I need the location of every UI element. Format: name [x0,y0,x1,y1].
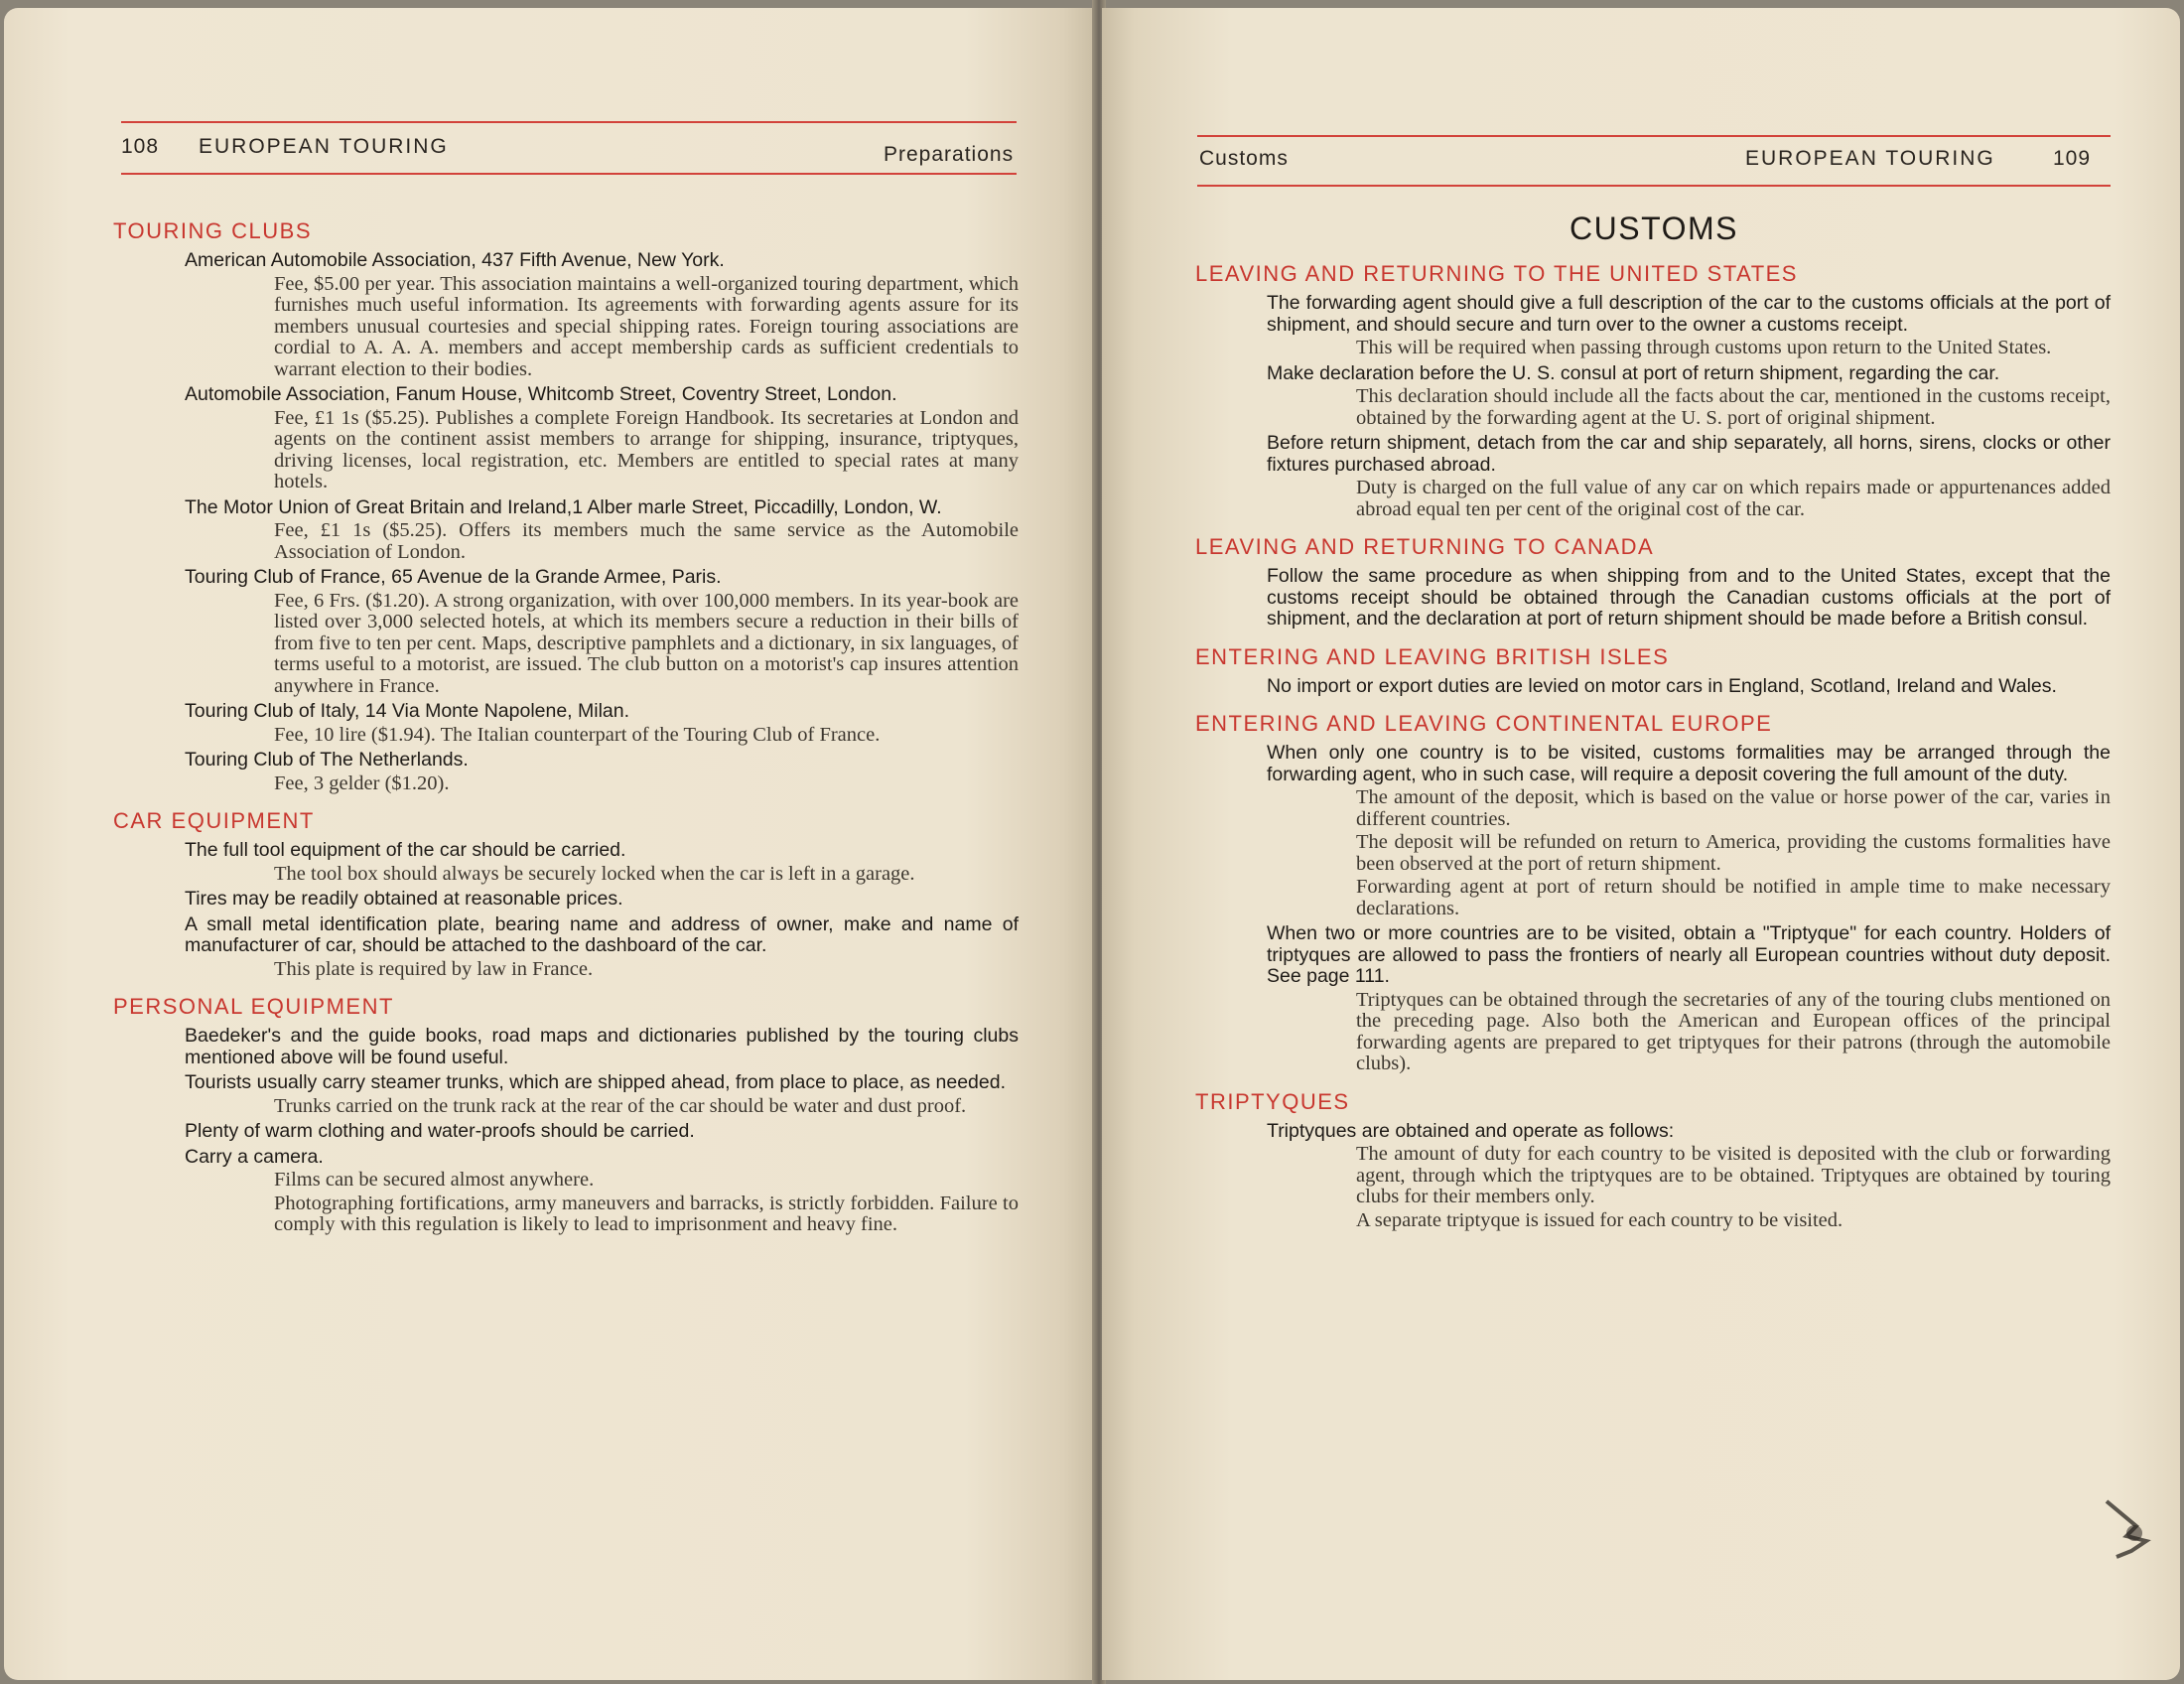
header-top-rule [121,121,1017,123]
note-text: A separate triptyque is issued for each country to be visited. [1356,1208,1843,1231]
section-heading: ENTERING AND LEAVING CONTINENTAL EUROPE [1195,711,1773,736]
ink-smudge-mark [2097,1491,2156,1561]
section-heading: ENTERING AND LEAVING BRITISH ISLES [1195,643,1670,669]
note-text: The amount of duty for each country to be visited is deposited with the club or forwarding agent, through which the triptyques are to be obtained. Triptyques are obtained by touring clubs for their members only. [1356,1143,2111,1207]
note-text: The deposit will be refunded on return to America, providing the customs formalities have been observed at the port of return shipment. [1356,831,2111,875]
note-text: Forwarding agent at port of return should be notified in ample time to make necessary declarations. [1356,876,2111,919]
note-text: The tool box should always be securely locked when the car is left in a garage. [274,862,915,885]
right-content [1195,210,2111,1233]
note-text: This declaration should include all the facts about the car, mentioned in the customs receipt, obtained by the forwarding agent at the U. S. port of original shipment. [1356,385,2111,429]
note-text: Films can be secured almost anywhere. [274,1169,595,1191]
running-title: EUROPEAN TOURING [199,135,449,158]
entry-text: Touring Club of France, 65 Avenue de la Grande Armee, Paris. [185,566,722,588]
entry-text: Follow the same procedure as when shipping from and to the United States, except that the customs receipt should be obtained through the Canadian customs officials at the port of shipment, and the declaration at port of return shipment should be made before a British consul. [1267,565,2111,630]
section-heading: TOURING CLUBS [113,218,313,243]
header-bottom-rule [1197,185,2111,187]
header-top-rule [1197,135,2111,137]
entry-text: Touring Club of The Netherlands. [185,749,469,771]
header-bottom-rule [121,173,1017,175]
section-label: Preparations [884,143,1015,166]
entry-text: Before return shipment, detach from the car and ship separately, all horns, sirens, clocks or other fixtures purchased abroad. [1267,432,2111,476]
entry-text: Touring Club of Italy, 14 Via Monte Napolene, Milan. [185,700,630,722]
note-text: Fee, £1 1s ($5.25). Offers its members much the same service as the Automobile Association of London. [274,519,1019,563]
entry-text: Plenty of warm clothing and water-proofs should be carried. [185,1120,695,1142]
entry-text: The full tool equipment of the car should be carried. [185,839,626,861]
section-heading: LEAVING AND RETURNING TO CANADA [1195,534,1655,559]
entry-text: Carry a camera. [185,1145,324,1168]
note-text: Fee, 6 Frs. ($1.20). A strong organization, with over 100,000 members. In its year-book are listed over 3,000 selected hotels, at which its members secure a reduction in their bills of from five to ten per cent. Maps, descriptive pamphlets and a dictionary, in six languages, of terms useful to a motorist, are issued. The club button on a motorist's cap insures attention anywhere in France. [274,589,1019,697]
entry-text: The forwarding agent should give a full description of the car to the customs officials at the port of shipment, and should secure and turn over to the owner a customs receipt. [1267,292,2111,336]
entry-text: American Automobile Association, 437 Fifth Avenue, New York. [185,249,725,271]
entry-text: Make declaration before the U. S. consul at port of return shipment, regarding the car. [1267,361,2000,384]
note-text: This will be required when passing through customs upon return to the United States. [1356,337,2052,358]
note-text: Fee, 3 gelder ($1.20). [274,772,450,794]
entry-text: When two or more countries are to be visited, obtain a "Triptyque" for each country. Holders of triptyques are allowed to pass the frontiers of nearly all European countries without duty deposit. See page 111. [1267,922,2111,987]
entry-text: Baedeker's and the guide books, road maps and dictionaries published by the touring clubs mentioned above will be found useful. [185,1025,1019,1068]
entry-text: A small metal identification plate, bearing name and address of owner, make and name of manufacturer of car, should be attached to the dashboard of the car. [185,912,1019,956]
section-heading: TRIPTYQUES [1195,1088,1350,1114]
note-text: Fee, $5.00 per year. This association maintains a well-organized touring department, which furnishes much useful information. Its agreements with forwarding agents assure for its members unusual courtesies and special shipping rates. Foreign touring associations are cordial to A. A. A. members and accept membership cards as sufficient credentials to warrant election to their bodies. [274,272,1019,380]
page-number: 109 [2053,147,2092,170]
entry-text: Tires may be readily obtained at reasonable prices. [185,888,623,910]
page-number: 108 [121,135,160,158]
entry-text: Automobile Association, Fanum House, Whitcomb Street, Coventry Street, London. [185,383,897,405]
entry-text: Triptyques are obtained and operate as follows: [1267,1119,1675,1142]
running-title: EUROPEAN TOURING [1745,147,1995,170]
section-heading: LEAVING AND RETURNING TO THE UNITED STATES [1195,261,1798,286]
entry-text: Tourists usually carry steamer trunks, which are shipped ahead, from place to place, as needed. [185,1071,1007,1093]
note-text: Photographing fortifications, army maneuvers and barracks, is strictly forbidden. Failure to comply with this regulation is likely to lead to imprisonment and heavy fine. [274,1192,1019,1235]
entry-text: When only one country is to be visited, customs formalities may be arranged through the forwarding agent, who in such case, will require a deposit covering the full amount of the duty. [1267,742,2111,785]
entry-text: No import or export duties are levied on motor cars in England, Scotland, Ireland and Wales. [1267,674,2057,697]
entry-text: The Motor Union of Great Britain and Ireland,1 Alber marle Street, Piccadilly, London, W. [185,495,942,518]
section-label: Customs [1199,147,1289,170]
note-text: Duty is charged on the full value of any car on which repairs made or appurtenances added abroad equal ten per cent of the original cost of the car. [1356,477,2111,520]
note-text: Triptyques can be obtained through the secretaries of any of the touring clubs mentioned on the preceding page. Also both the American and European offices of the principal forwarding agents are prepared to get triptyques for their patrons (through the automobile clubs). [1356,988,2111,1074]
left-page [4,8,1096,1680]
note-text: Fee, £1 1s ($5.25). Publishes a complete Foreign Handbook. Its secretaries at London and agents on the continent assist members to arrange for shipping, insurance, triptyques, driving licenses, local registration, etc. Members are entitled to special rates at many hotels. [274,406,1019,492]
right-page [1102,8,2180,1680]
note-text: The amount of the deposit, which is based on the value or horse power of the car, varies in different countries. [1356,786,2111,830]
note-text: Fee, 10 lire ($1.94). The Italian counterpart of the Touring Club of France. [274,723,881,746]
page-title: CUSTOMS [1570,210,1738,246]
section-heading: CAR EQUIPMENT [113,808,315,833]
left-content [115,205,1019,1238]
section-heading: PERSONAL EQUIPMENT [113,994,394,1019]
note-text: This plate is required by law in France. [274,957,594,980]
note-text: Trunks carried on the trunk rack at the rear of the car should be water and dust proof. [274,1094,967,1117]
